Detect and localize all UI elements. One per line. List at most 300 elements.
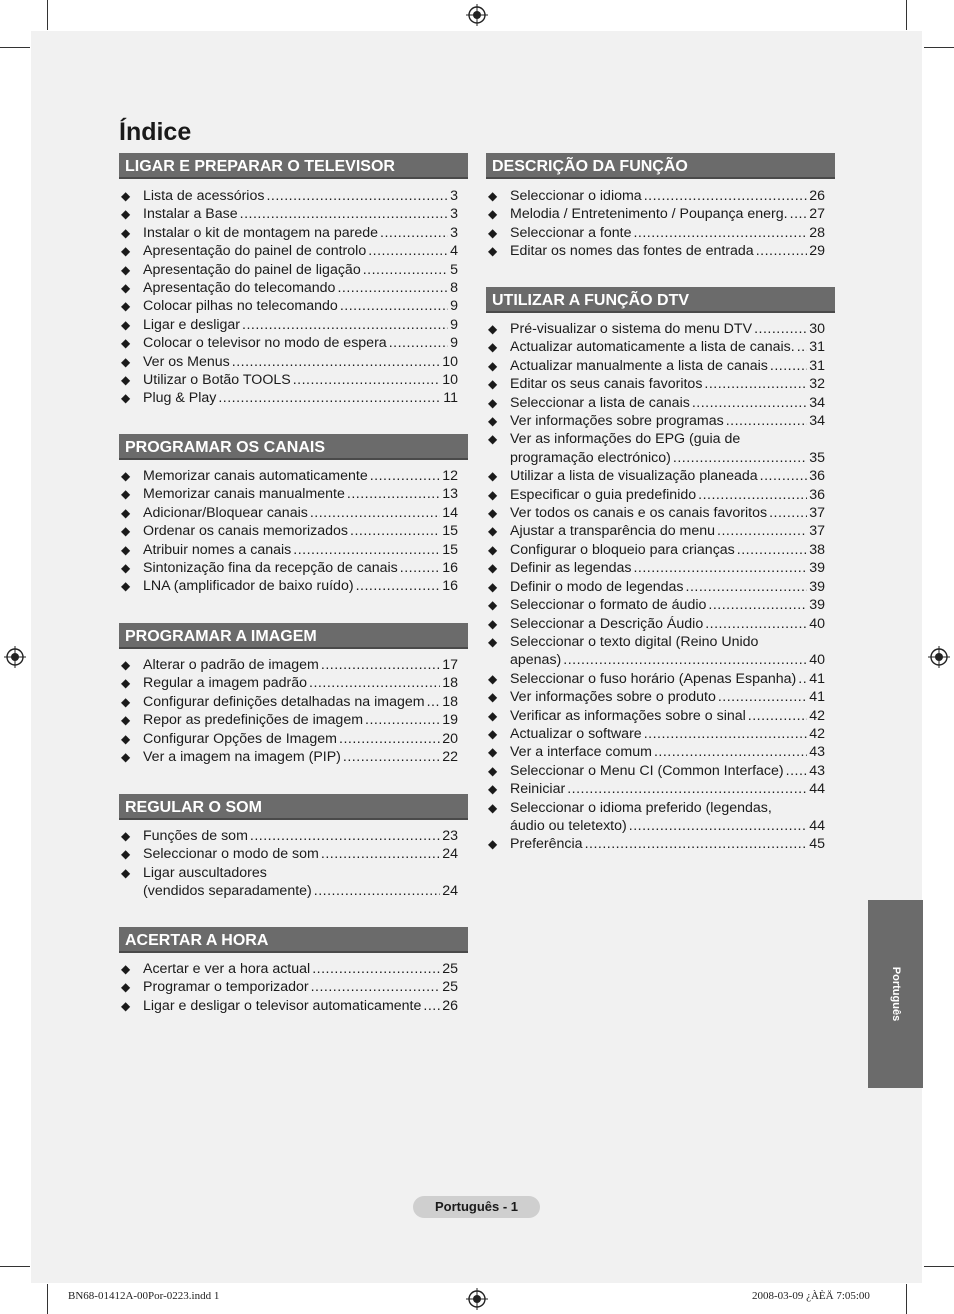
toc-entry-title: Actualizar manualmente a lista de canais	[510, 357, 768, 374]
toc-entry-page-number: 25	[442, 979, 458, 996]
toc-entry[interactable]	[121, 242, 458, 260]
dot-leader	[737, 541, 807, 559]
toc-entry-title: apenas)	[510, 652, 562, 669]
toc-entry-title: Melodia / Entretenimento / Poupança energ.	[510, 206, 788, 223]
diamond-bullet-icon: ◆	[121, 980, 131, 995]
toc-entry-line	[143, 960, 458, 978]
toc-entry-title: Lista de acessórios	[143, 188, 265, 204]
dot-leader	[293, 371, 440, 389]
diamond-bullet-icon: ◆	[121, 373, 131, 388]
toc-entry-page-number: 24	[442, 846, 458, 863]
toc-entry-line	[510, 467, 825, 485]
toc-entry-title-line: Seleccionar o texto digital (Reino Unido	[510, 633, 759, 650]
diamond-bullet-icon: ◆	[488, 598, 498, 613]
toc-entry-line	[143, 730, 458, 748]
dot-leader	[321, 656, 440, 674]
toc-entry-line	[143, 467, 458, 485]
toc-entry-line	[143, 827, 458, 845]
toc-entry-page-number: 37	[809, 505, 825, 522]
toc-entry[interactable]	[488, 394, 825, 412]
toc-entry-title: Seleccionar o fuso horário (Apenas Espanha)	[510, 670, 797, 687]
toc-entry[interactable]	[121, 693, 458, 711]
toc-entry-line	[510, 670, 825, 688]
toc-entry-page-number: 31	[809, 339, 825, 356]
print-slug-filename: BN68-01412A-00Por-0223.indd 1	[68, 1290, 220, 1302]
crop-mark	[47, 1284, 48, 1314]
toc-entry[interactable]	[488, 187, 825, 205]
toc-entry-page-number: 36	[809, 486, 825, 503]
toc-entry-line	[510, 817, 825, 835]
toc-entry[interactable]	[488, 412, 825, 430]
toc-entry[interactable]	[488, 762, 825, 780]
toc-entry-title-line: Ligar auscultadores	[143, 864, 267, 881]
toc-entry[interactable]	[121, 504, 458, 522]
diamond-bullet-icon: ◆	[488, 782, 498, 797]
toc-entry-page-number: 8	[450, 280, 458, 297]
toc-entry[interactable]	[488, 224, 825, 242]
toc-entry-title: Apresentação do telecomando	[143, 280, 336, 297]
toc-entry-title: Definir as legendas	[510, 560, 632, 577]
dot-leader	[314, 882, 440, 900]
toc-entry-page-number: 9	[450, 298, 458, 315]
section-header-programar-canais: PROGRAMAR OS CANAIS	[119, 434, 468, 460]
toc-entry-line	[143, 997, 458, 1015]
toc-entry[interactable]	[121, 371, 458, 389]
dot-leader	[692, 394, 807, 412]
toc-entry-title: Pré-visualizar o sistema do menu DTV	[510, 321, 753, 337]
toc-entry-title: Ver informações sobre programas	[510, 413, 724, 430]
toc-entry-page-number: 13	[442, 486, 458, 503]
dot-leader	[337, 279, 448, 297]
diamond-bullet-icon: ◆	[488, 244, 498, 259]
toc-entry-title: Configurar o bloqueio para crianças	[510, 541, 735, 558]
dot-leader	[798, 670, 807, 688]
diamond-bullet-icon: ◆	[121, 750, 131, 765]
toc-entry[interactable]	[488, 242, 825, 260]
dot-leader	[644, 725, 808, 743]
dot-leader	[686, 578, 808, 596]
toc-entry-line	[510, 486, 825, 504]
toc-entry-page-number: 23	[442, 828, 458, 844]
toc-entry-line	[510, 224, 825, 242]
toc-entry-title: Ver a imagem na imagem (PIP)	[143, 749, 341, 766]
diamond-bullet-icon: ◆	[121, 579, 131, 594]
toc-entry[interactable]	[121, 541, 458, 559]
toc-entry[interactable]	[121, 997, 458, 1015]
dot-leader	[585, 835, 808, 853]
dot-leader	[350, 522, 440, 540]
diamond-bullet-icon: ◆	[121, 189, 131, 203]
toc-entry[interactable]	[488, 486, 825, 504]
toc-entry-title: Seleccionar o Menu CI (Common Interface)	[510, 762, 784, 779]
toc-entry[interactable]	[121, 522, 458, 540]
toc-entry[interactable]	[488, 541, 825, 559]
dot-leader	[708, 596, 807, 614]
dot-leader	[356, 577, 441, 595]
toc-entry[interactable]	[488, 596, 825, 614]
diamond-bullet-icon: ◆	[121, 487, 131, 502]
toc-entry-line	[510, 615, 825, 633]
diamond-bullet-icon: ◆	[121, 207, 131, 222]
toc-entry[interactable]	[488, 780, 825, 798]
toc-entry-line	[143, 297, 458, 315]
toc-entry-line	[510, 541, 825, 559]
toc-entry-title: áudio ou teletexto)	[510, 817, 627, 834]
toc-entry-title: Seleccionar a lista de canais	[510, 394, 690, 411]
dot-leader	[293, 541, 440, 559]
dot-leader	[370, 467, 440, 485]
dot-leader	[790, 205, 808, 223]
toc-entry-line	[143, 656, 458, 674]
toc-entry-title: Ver a interface comum	[510, 744, 652, 761]
registration-mark-icon	[928, 646, 950, 668]
toc-entry-line	[510, 522, 825, 540]
diamond-bullet-icon: ◆	[488, 690, 498, 705]
diamond-bullet-icon: ◆	[488, 579, 498, 594]
toc-entry[interactable]	[488, 707, 825, 725]
dot-leader	[250, 827, 440, 845]
toc-entry[interactable]	[488, 633, 825, 670]
toc-entry-line	[143, 978, 458, 996]
toc-entry-page-number: 26	[809, 188, 825, 204]
dot-leader	[654, 743, 807, 761]
toc-entry-title: Repor as predefinições de imagem	[143, 712, 364, 729]
toc-entry-title: Apresentação do painel de controlo	[143, 243, 367, 260]
dot-leader	[347, 485, 440, 503]
toc-entry-page-number: 32	[809, 376, 825, 393]
dot-leader	[567, 780, 807, 798]
dot-leader	[629, 817, 807, 835]
dot-leader	[770, 357, 807, 375]
diamond-bullet-icon: ◆	[121, 998, 131, 1013]
toc-entry-page-number: 20	[442, 730, 458, 747]
toc-entry-page-number: 41	[809, 689, 825, 706]
toc-entry-line	[143, 711, 458, 729]
toc-entry-page-number: 42	[809, 725, 825, 742]
toc-entry-title: Colocar o televisor no modo de espera	[143, 335, 387, 352]
diamond-bullet-icon: ◆	[488, 745, 498, 760]
toc-entry-line	[510, 578, 825, 596]
toc-entry-line	[510, 504, 825, 522]
toc-entry[interactable]	[121, 577, 458, 595]
toc-entry-line	[143, 674, 458, 692]
toc-entry-title: Funções de som	[143, 828, 248, 844]
toc-entry[interactable]	[121, 279, 458, 297]
toc-list-descricao-funcao	[488, 187, 825, 261]
toc-entry-line	[143, 279, 458, 297]
toc-entry-title: Memorizar canais manualmente	[143, 486, 345, 503]
toc-entry[interactable]	[121, 334, 458, 352]
registration-mark-icon	[466, 4, 488, 26]
toc-entry-line	[143, 316, 458, 334]
toc-entry-title: Seleccionar o formato de áudio	[510, 597, 707, 614]
toc-entry[interactable]	[121, 467, 458, 485]
toc-entry-title: Programar o temporizador	[143, 979, 309, 996]
toc-entry[interactable]	[121, 485, 458, 503]
toc-entry-line	[510, 780, 825, 798]
toc-entry-page-number: 16	[442, 578, 458, 595]
toc-entry-title: Utilizar o Botão TOOLS	[143, 372, 291, 389]
registration-mark-icon	[4, 646, 26, 668]
toc-entry-line	[510, 835, 825, 853]
toc-entry-page-number: 39	[809, 560, 825, 577]
toc-entry-line	[143, 522, 458, 540]
toc-entry[interactable]	[488, 670, 825, 688]
toc-entry[interactable]	[121, 559, 458, 577]
section-header-funcao-dtv: UTILIZAR A FUNÇÃO DTV	[486, 287, 835, 313]
dot-leader	[218, 389, 441, 407]
toc-entry-page-number: 11	[443, 390, 458, 407]
dot-leader	[310, 504, 440, 522]
print-slug-timestamp: 2008-03-09 ¿ÀÈÄ 7:05:00	[752, 1290, 870, 1302]
toc-entry-page-number: 18	[442, 693, 458, 710]
section-header-programar-imagem: PROGRAMAR A IMAGEM	[119, 623, 468, 649]
diamond-bullet-icon: ◆	[121, 262, 131, 277]
toc-entry-page-number: 35	[809, 449, 825, 466]
toc-entry-line	[510, 357, 825, 375]
dot-leader	[644, 187, 808, 205]
language-side-tab	[868, 900, 923, 1088]
toc-entry-title: Ver informações sobre o produto	[510, 689, 716, 706]
dot-leader	[633, 559, 807, 577]
toc-entry-title: Ligar e desligar	[143, 316, 241, 333]
toc-entry[interactable]	[121, 205, 458, 223]
toc-entry[interactable]	[488, 338, 825, 356]
toc-entry-line	[143, 559, 458, 577]
toc-entry-line	[510, 725, 825, 743]
toc-list-acertar-hora	[121, 960, 458, 1015]
toc-entry[interactable]	[488, 725, 825, 743]
crop-mark	[924, 47, 954, 48]
section-header-regular-som: REGULAR O SOM	[119, 794, 468, 820]
diamond-bullet-icon: ◆	[488, 414, 498, 429]
dot-leader	[266, 187, 448, 205]
diamond-bullet-icon: ◆	[121, 391, 131, 406]
toc-entry-page-number: 28	[809, 224, 825, 241]
toc-entry-page-number: 12	[442, 468, 458, 484]
toc-entry-line	[143, 693, 458, 711]
toc-entry[interactable]	[488, 504, 825, 522]
toc-entry-line	[143, 261, 458, 279]
dot-leader	[704, 375, 807, 393]
toc-entry-title: Ver os Menus	[143, 353, 230, 370]
toc-entry-line	[510, 375, 825, 393]
toc-entry[interactable]	[121, 827, 458, 845]
toc-entry-line	[510, 187, 825, 205]
toc-list-ligar	[121, 187, 458, 408]
toc-entry-line	[143, 205, 458, 223]
toc-entry[interactable]	[121, 316, 458, 334]
diamond-bullet-icon: ◆	[121, 317, 131, 332]
dot-leader	[754, 320, 807, 338]
toc-entry-page-number: 29	[809, 243, 825, 260]
toc-entry[interactable]	[488, 320, 825, 338]
toc-entry-page-number: 39	[809, 597, 825, 614]
toc-entry-page-number: 9	[450, 316, 458, 333]
toc-entry[interactable]	[121, 187, 458, 205]
diamond-bullet-icon: ◆	[121, 713, 131, 728]
diamond-bullet-icon: ◆	[121, 524, 131, 539]
toc-entry-line	[143, 389, 458, 407]
toc-entry-title: Actualizar o software	[510, 725, 642, 742]
toc-entry-title: Ordenar os canais memorizados	[143, 523, 349, 540]
toc-entry-line	[510, 394, 825, 412]
toc-entry[interactable]	[488, 578, 825, 596]
diamond-bullet-icon: ◆	[488, 800, 498, 815]
toc-entry-page-number: 43	[809, 762, 825, 779]
toc-entry[interactable]	[488, 375, 825, 393]
toc-entry[interactable]	[121, 730, 458, 748]
toc-entry-page-number: 5	[450, 261, 458, 278]
toc-entry-title: Preferência	[510, 836, 583, 853]
diamond-bullet-icon: ◆	[121, 469, 131, 483]
toc-entry-page-number: 19	[442, 712, 458, 729]
toc-entry-line	[510, 707, 825, 725]
toc-entry[interactable]	[488, 205, 825, 223]
toc-entry-title: Apresentação do painel de ligação	[143, 261, 361, 278]
toc-entry-title: Editar os nomes das fontes de entrada	[510, 243, 754, 260]
toc-entry-page-number: 24	[442, 883, 458, 900]
toc-entry[interactable]	[121, 389, 458, 407]
diamond-bullet-icon: ◆	[121, 244, 131, 259]
toc-entry[interactable]	[488, 688, 825, 706]
toc-entry[interactable]	[121, 711, 458, 729]
toc-entry[interactable]	[488, 799, 825, 836]
toc-entry[interactable]	[121, 674, 458, 692]
toc-entry-page-number: 3	[450, 224, 458, 241]
toc-entry[interactable]	[488, 357, 825, 375]
crop-mark	[0, 1266, 30, 1267]
toc-entry-title: Adicionar/Bloquear canais	[143, 504, 308, 521]
diamond-bullet-icon: ◆	[488, 506, 498, 521]
toc-entry[interactable]	[121, 748, 458, 766]
toc-entry[interactable]	[121, 845, 458, 863]
toc-entry-page-number: 10	[442, 372, 458, 389]
dot-leader	[389, 334, 448, 352]
toc-entry-line	[510, 412, 825, 430]
crop-mark	[47, 0, 48, 30]
toc-entry[interactable]	[121, 978, 458, 996]
crop-mark	[0, 47, 30, 48]
section-header-acertar-hora: ACERTAR A HORA	[119, 927, 468, 953]
toc-entry-line	[143, 845, 458, 863]
toc-entry-title: programação electrónico)	[510, 449, 671, 466]
diamond-bullet-icon: ◆	[488, 763, 498, 778]
toc-entry-title: (vendidos separadamente)	[143, 883, 312, 900]
diamond-bullet-icon: ◆	[488, 726, 498, 741]
diamond-bullet-icon: ◆	[121, 962, 131, 976]
diamond-bullet-icon: ◆	[121, 694, 131, 709]
toc-entry[interactable]	[488, 467, 825, 485]
toc-entry-page-number: 42	[809, 707, 825, 724]
toc-entry-title: Sintonização fina da recepção de canais	[143, 560, 398, 577]
diamond-bullet-icon: ◆	[121, 336, 131, 351]
dot-leader	[756, 242, 808, 260]
dot-leader	[311, 978, 441, 996]
toc-entry-page-number: 14	[442, 504, 458, 521]
toc-list-funcao-dtv	[488, 320, 825, 854]
diamond-bullet-icon: ◆	[121, 676, 131, 691]
diamond-bullet-icon: ◆	[488, 322, 498, 336]
toc-entry-title: Seleccionar o modo de som	[143, 846, 319, 863]
toc-entry[interactable]	[488, 835, 825, 853]
toc-entry[interactable]	[488, 430, 825, 467]
toc-entry-line	[143, 577, 458, 595]
toc-entry-title: Instalar a Base	[143, 206, 238, 223]
toc-entry-page-number: 18	[442, 675, 458, 692]
toc-entry[interactable]	[488, 522, 825, 540]
toc-entry-page-number: 34	[809, 394, 825, 411]
toc-entry-title-line: Seleccionar o idioma preferido (legendas,	[510, 799, 772, 816]
crop-mark	[924, 1266, 954, 1267]
toc-entry-line	[510, 242, 825, 260]
dot-leader	[343, 748, 440, 766]
toc-entry-title: Configurar Opções de Imagem	[143, 730, 337, 747]
dot-leader	[380, 224, 448, 242]
toc-entry-title: Verificar as informações sobre o sinal	[510, 707, 746, 724]
toc-entry-page-number: 17	[442, 657, 458, 673]
toc-entry-title: Regular a imagem padrão	[143, 675, 308, 692]
toc-entry[interactable]	[121, 224, 458, 242]
dot-leader	[423, 997, 440, 1015]
toc-entry-page-number: 25	[442, 961, 458, 977]
toc-entry-title: Alterar o padrão de imagem	[143, 657, 319, 673]
toc-entry-line	[510, 449, 825, 467]
dot-leader	[698, 486, 807, 504]
toc-entry-line	[510, 688, 825, 706]
toc-entry-page-number: 15	[442, 541, 458, 558]
side-tab-label: Português	[889, 966, 902, 1022]
toc-entry-page-number: 34	[809, 413, 825, 430]
section-header-descricao-funcao: DESCRIÇÃO DA FUNÇÃO	[486, 153, 835, 179]
toc-entry[interactable]	[488, 559, 825, 577]
toc-entry-line	[510, 651, 825, 669]
toc-entry-page-number: 3	[450, 188, 458, 204]
toc-entry[interactable]	[121, 656, 458, 674]
dot-leader	[309, 674, 440, 692]
toc-entry-line	[510, 743, 825, 761]
toc-entry-page-number: 40	[809, 615, 825, 632]
page-title: Índice	[119, 118, 192, 146]
toc-entry[interactable]	[488, 743, 825, 761]
dot-leader	[363, 261, 448, 279]
dot-leader	[718, 688, 807, 706]
dot-leader	[786, 762, 808, 780]
dot-leader	[368, 242, 448, 260]
toc-entry-page-number: 41	[809, 670, 825, 687]
toc-entry-page-number: 40	[809, 652, 825, 669]
toc-entry-title: Ajustar a transparência do menu	[510, 523, 716, 540]
toc-entry-page-number: 37	[809, 523, 825, 540]
toc-entry[interactable]	[121, 960, 458, 978]
dot-leader	[769, 504, 807, 522]
toc-entry-title: Especificar o guia predefinido	[510, 486, 697, 503]
dot-leader	[760, 467, 808, 485]
toc-entry-title: Definir o modo de legendas	[510, 578, 684, 595]
dot-leader	[232, 353, 440, 371]
toc-entry-page-number: 10	[442, 353, 458, 370]
toc-entry-title: Instalar o kit de montagem na parede	[143, 224, 379, 241]
toc-entry-title: Editar os seus canais favoritos	[510, 376, 703, 393]
toc-entry[interactable]	[121, 353, 458, 371]
toc-entry[interactable]	[121, 261, 458, 279]
toc-entry-line	[143, 748, 458, 766]
toc-entry-page-number: 30	[809, 321, 825, 337]
diamond-bullet-icon: ◆	[488, 377, 498, 392]
toc-entry[interactable]	[488, 615, 825, 633]
toc-entry[interactable]	[121, 297, 458, 315]
toc-entry[interactable]	[121, 864, 458, 901]
